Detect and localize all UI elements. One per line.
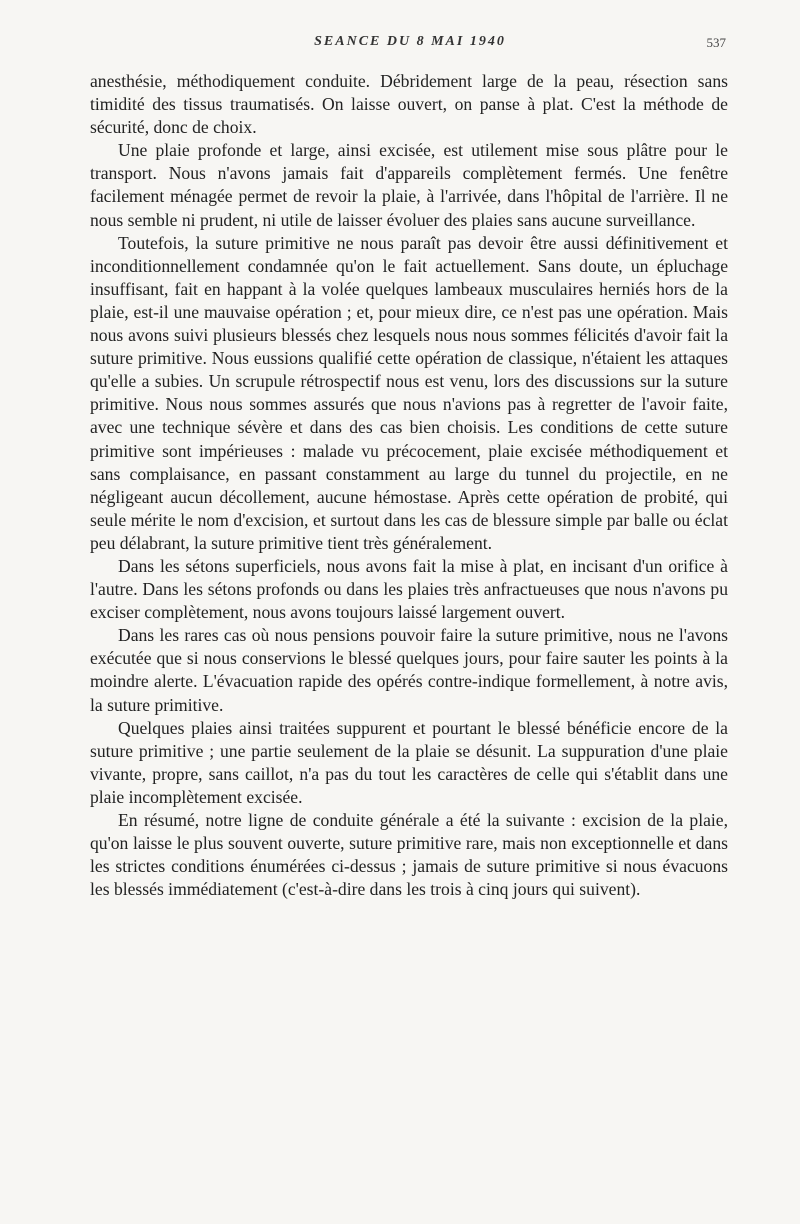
paragraph-2: Une plaie profonde et large, ainsi excisée, est utilement mise sous plâtre pour le transport. Nous n'avons jamais fait d'appareils complètement fermés. Une fenêtre facilement ménagée permet de revoir la plaie, à l'arrivée, dans l'hôpital de l'arrière. Il ne nous semble ni prudent, ni utile de laisser évoluer des plaies sans aucune surveillance. bbox=[90, 140, 728, 230]
body-text bbox=[90, 70, 728, 901]
paragraph-5: Dans les rares cas où nous pensions pouvoir faire la suture primitive, nous ne l'avons exécutée que si nous conservions le blessé quelques jours, pour faire sauter les points à la moindre alerte. L'évacuation rapide des opérés contre-indique formellement, à notre avis, la suture primitive. bbox=[90, 625, 728, 715]
running-title: SEANCE DU 8 MAI 1940 bbox=[314, 34, 506, 49]
paragraph-1: anesthésie, méthodiquement conduite. Débridement large de la peau, résection sans timidité des tissus traumatisés. On laisse ouvert, on panse à plat. C'est la méthode de sécurité, donc de choix. bbox=[90, 71, 728, 138]
page-number: 537 bbox=[706, 35, 726, 50]
paragraph-6: Quelques plaies ainsi traitées suppurent et pourtant le blessé bénéficie encore de la suture primitive ; une partie seulement de la plaie se désunit. La suppuration d'une plaie vivante, propre, sans caillot, n'a pas du tout les caractères de celle qui s'établit dans une plaie incomplètement excisée. bbox=[90, 717, 728, 807]
paragraph-3: Toutefois, la suture primitive ne nous paraît pas devoir être aussi définitivement et inconditionnellement condamnée qu'on le fait actuellement. Sans doute, un épluchage insuffisant, fait en happant à la volée quelques lambeaux musculaires herniés hors de la plaie, est-il une mauvaise opération ; et, pour mieux dire, ce n'est pas une opération. Mais nous avons suivi plusieurs blessés chez lesquels nous nous sommes félicités d'avoir fait la suture primitive. Nous eussions qualifié cette opération de classique, n'étaient les attaques qu'elle a subies. Un scrupule rétrospectif nous est venu, lors des discussions sur la suture primitive. Nous nous sommes assurés que nous n'avions pas à regretter de l'avoir faite, avec une technique sévère et dans des cas bien choisis. Les conditions de cette suture primitive sont impérieuses : malade vu précocement, plaie excisée méthodiquement et sans complaisance, en passant constamment au large du tunnel du projectile, en ne négligeant aucun décollement, aucune hémostase. Après cette opération de probité, qui seule mérite le nom d'excision, et surtout dans les cas de blessure simple par balle ou éclat peu délabrant, la suture primitive tient très généralement. bbox=[90, 232, 728, 553]
paragraph-7: En résumé, notre ligne de conduite générale a été la suivante : excision de la plaie, qu'on laisse le plus souvent ouverte, suture primitive rare, mais non exceptionnelle et dans les strictes conditions énumérées ci-dessus ; jamais de suture primitive si nous évacuons les blessés immédiatement (c'est-à-dire dans les trois à cinq jours qui suivent). bbox=[90, 810, 728, 900]
page-header bbox=[90, 34, 730, 56]
paragraph-4: Dans les sétons superficiels, nous avons fait la mise à plat, en incisant d'un orifice à l'autre. Dans les sétons profonds ou dans les plaies très anfractueuses que nous n'avons pu exciser complètement, nous avons toujours laissé largement ouvert. bbox=[90, 555, 728, 623]
